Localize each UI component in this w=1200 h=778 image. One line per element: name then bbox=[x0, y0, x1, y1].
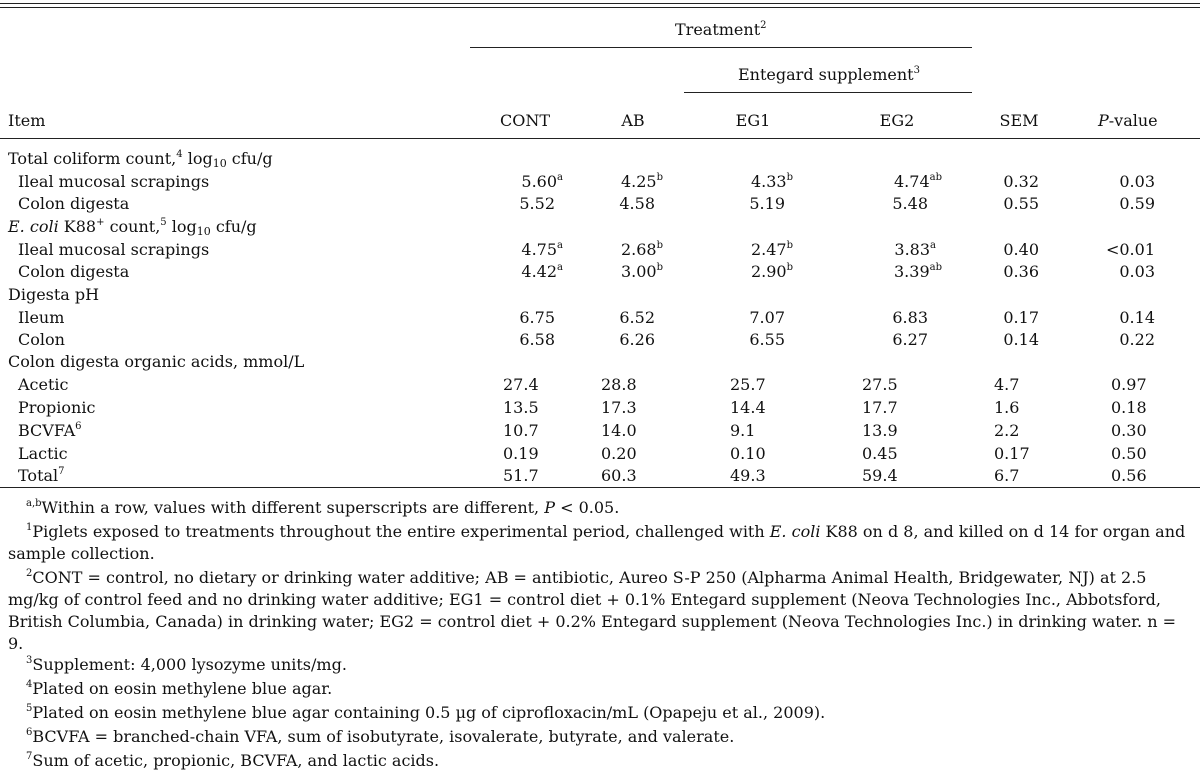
cell-value: 0.03 bbox=[1119, 262, 1155, 281]
row-label-text: Lactic bbox=[18, 444, 68, 463]
footnote-2: $^2$CONT = control, no dietary or drinking water additive; AB = antibiotic, Aureo S-P 250 (Alpharma Animal Health, Bridgewater, NJ) at 2.5 mg/kg of control feed and no drinking water additive; EG1 = control diet + 0.1% Entegard supplement (Neova Technologies Inc., Abbotsford, British Columbia, Canada) in drinking water; EG2 = control diet + 0.2% Entegard supplement (Neova Technologies Inc.) in drinking water. n = 9. bbox=[8, 568, 1176, 653]
section-ecoli: E. coli K88+ count,$^5$ $\log_{10} cfu/g$ bbox=[8, 217, 257, 238]
row-label-sup: 6 bbox=[75, 421, 82, 432]
cell-eg2 bbox=[862, 421, 898, 441]
cell-value: 7.07 bbox=[749, 308, 785, 327]
cell-eg1 bbox=[751, 240, 793, 260]
row-label-text: Colon digesta bbox=[18, 262, 130, 281]
row-label-text: Propionic bbox=[18, 398, 96, 417]
cell-value: 6.58 bbox=[519, 330, 555, 349]
bottom-rule bbox=[0, 487, 1200, 488]
cell-value: 60.3 bbox=[601, 466, 637, 485]
cell-value: 27.5 bbox=[862, 375, 898, 394]
cell-eg1 bbox=[749, 194, 785, 214]
cell-cont bbox=[521, 262, 563, 282]
footnote-ab: $^{a,b}$Within a row, values with different superscripts are different, P < 0.05. bbox=[26, 498, 620, 517]
entegard-rule bbox=[684, 92, 972, 93]
footnote-5: $^5$Plated on eosin methylene blue agar containing 0.5 µg of ciprofloxacin/mL (Opapeju et al., 2009). bbox=[26, 703, 826, 722]
cell-cont bbox=[503, 466, 539, 486]
cell-value: 0.14 bbox=[1003, 330, 1039, 349]
row-label-text: Colon bbox=[18, 330, 65, 349]
cell-value: 6.27 bbox=[892, 330, 928, 349]
cell-ab bbox=[601, 398, 637, 418]
cell-superscript: ab bbox=[929, 262, 942, 273]
cell-value: 2.47 bbox=[750, 240, 787, 259]
cell-eg1 bbox=[749, 308, 785, 328]
row-label-text: Ileum bbox=[18, 308, 65, 327]
top-rule-1 bbox=[0, 3, 1200, 4]
cell-cont bbox=[519, 330, 555, 350]
row-label bbox=[18, 194, 129, 214]
cell-value: 14.0 bbox=[601, 421, 637, 440]
cell-value: 0.19 bbox=[503, 444, 539, 463]
top-rule-2 bbox=[0, 7, 1200, 8]
row-label-sup: 7 bbox=[58, 466, 65, 477]
footnote-6: $^6$BCVFA = branched-chain VFA, sum of isobutyrate, isovalerate, butyrate, and valerate. bbox=[26, 727, 735, 746]
cell-value: 0.30 bbox=[1111, 421, 1147, 440]
cell-eg1 bbox=[751, 172, 793, 192]
row-label bbox=[18, 375, 69, 395]
cell-eg1 bbox=[749, 330, 785, 350]
row-label bbox=[18, 172, 209, 192]
cell-superscript: b bbox=[656, 172, 663, 183]
cell-value: 5.60 bbox=[521, 172, 558, 191]
cell-superscript: ab bbox=[929, 172, 942, 183]
row-label bbox=[18, 466, 65, 486]
cell-sem bbox=[994, 421, 1019, 441]
row-label-text: Colon digesta bbox=[18, 194, 130, 213]
cell-superscript: a bbox=[930, 240, 936, 251]
cell-value: 0.10 bbox=[730, 444, 766, 463]
cell-value: 2.68 bbox=[620, 240, 657, 259]
cell-eg2 bbox=[894, 262, 942, 282]
cell-value: 4.33 bbox=[750, 172, 787, 191]
cell-value: 0.32 bbox=[1003, 172, 1039, 191]
item-header: Item bbox=[8, 111, 46, 130]
cell-eg1 bbox=[751, 262, 793, 282]
cell-value: 3.39 bbox=[894, 262, 930, 281]
cell-ab bbox=[619, 330, 655, 350]
cell-value: 13.9 bbox=[862, 421, 898, 440]
cell-value: 0.97 bbox=[1111, 375, 1147, 394]
header-rule bbox=[0, 138, 1200, 139]
cell-eg2 bbox=[862, 398, 898, 418]
cell-cont bbox=[521, 172, 563, 192]
section-acids: Colon digesta organic acids, mmol/L bbox=[8, 352, 305, 371]
cell-ab bbox=[621, 240, 663, 260]
entegard-header: Entegard supplement$^3$ bbox=[738, 65, 920, 84]
cell-sem bbox=[994, 466, 1019, 486]
cell-cont bbox=[503, 444, 539, 464]
row-label-text: Total bbox=[18, 466, 59, 485]
cell-eg2 bbox=[892, 308, 928, 328]
row-label bbox=[18, 444, 68, 464]
cell-eg1 bbox=[730, 398, 766, 418]
cell-sem bbox=[994, 375, 1019, 395]
section-coliform: Total coliform count,$^4$ $\log_{10} cfu/g$ bbox=[8, 149, 273, 170]
cell-value: 6.55 bbox=[749, 330, 785, 349]
cell-cont bbox=[519, 308, 555, 328]
cell-eg1 bbox=[730, 375, 766, 395]
footnote-3: $^3$Supplement: 4,000 lysozyme units/mg. bbox=[26, 655, 347, 674]
cell-pvalue bbox=[1111, 375, 1147, 395]
cell-pvalue bbox=[1106, 240, 1155, 260]
treatment-header: Treatment$^2$ bbox=[675, 20, 767, 39]
cell-pvalue bbox=[1111, 466, 1147, 486]
cell-superscript: a bbox=[557, 172, 563, 183]
cell-value: 4.42 bbox=[521, 262, 558, 281]
row-label-text: BCVFA bbox=[18, 421, 76, 440]
cell-value: 1.6 bbox=[994, 398, 1020, 417]
cell-value: 6.75 bbox=[519, 308, 555, 327]
cell-value: 5.52 bbox=[519, 194, 555, 213]
cell-value: 0.03 bbox=[1119, 172, 1155, 191]
cell-eg2 bbox=[892, 330, 928, 350]
cell-ab bbox=[601, 421, 637, 441]
cell-value: 2.2 bbox=[994, 421, 1020, 440]
cell-sem bbox=[1003, 308, 1039, 328]
cell-pvalue bbox=[1119, 194, 1155, 214]
cell-value: 59.4 bbox=[862, 466, 898, 485]
cell-superscript: b bbox=[786, 172, 793, 183]
cell-value: 25.7 bbox=[730, 375, 766, 394]
row-label-text: Acetic bbox=[18, 375, 69, 394]
cell-value: 0.50 bbox=[1111, 444, 1147, 463]
col-header-pvalue: P-value bbox=[1098, 111, 1158, 130]
cell-ab bbox=[621, 262, 663, 282]
cell-value: 0.17 bbox=[994, 444, 1030, 463]
cell-value: 0.22 bbox=[1119, 330, 1155, 349]
cell-value: 3.83 bbox=[894, 240, 931, 259]
row-label bbox=[18, 330, 65, 350]
cell-value: 14.4 bbox=[730, 398, 766, 417]
cell-pvalue bbox=[1119, 262, 1155, 282]
cell-value: 0.56 bbox=[1111, 466, 1147, 485]
cell-cont bbox=[503, 421, 539, 441]
cell-value: 27.4 bbox=[503, 375, 539, 394]
cell-sem bbox=[994, 398, 1019, 418]
cell-ab bbox=[621, 172, 663, 192]
cell-superscript: b bbox=[656, 240, 663, 251]
cell-sem bbox=[1003, 172, 1039, 192]
cell-value: 4.75 bbox=[521, 240, 558, 259]
cell-pvalue bbox=[1119, 330, 1155, 350]
cell-pvalue bbox=[1119, 308, 1155, 328]
cell-value: 0.20 bbox=[601, 444, 637, 463]
cell-eg2 bbox=[862, 444, 898, 464]
row-label bbox=[18, 240, 209, 260]
cell-value: 0.17 bbox=[1003, 308, 1039, 327]
cell-value: 0.18 bbox=[1111, 398, 1147, 417]
cell-sem bbox=[1003, 194, 1039, 214]
cell-value: 6.52 bbox=[619, 308, 655, 327]
row-label bbox=[18, 262, 129, 282]
cell-pvalue bbox=[1119, 172, 1155, 192]
cell-superscript: b bbox=[656, 262, 663, 273]
cell-pvalue bbox=[1111, 421, 1147, 441]
cell-value: 49.3 bbox=[730, 466, 766, 485]
cell-eg1 bbox=[730, 421, 755, 441]
cell-value: 4.25 bbox=[620, 172, 657, 191]
cell-value: 5.48 bbox=[892, 194, 928, 213]
cell-value: 2.90 bbox=[750, 262, 787, 281]
col-header-cont: CONT bbox=[499, 111, 551, 130]
cell-value: 28.8 bbox=[601, 375, 637, 394]
cell-pvalue bbox=[1111, 444, 1147, 464]
cell-value: 0.45 bbox=[862, 444, 898, 463]
col-header-ab: AB bbox=[621, 111, 645, 130]
footnote-4: $^4$Plated on eosin methylene blue agar. bbox=[26, 679, 333, 698]
cell-value: 3.00 bbox=[620, 262, 657, 281]
cell-eg1 bbox=[730, 444, 766, 464]
cell-superscript: a bbox=[557, 240, 563, 251]
cell-value: 0.55 bbox=[1003, 194, 1039, 213]
cell-cont bbox=[519, 194, 555, 214]
cell-ab bbox=[619, 308, 655, 328]
cell-value: 51.7 bbox=[503, 466, 539, 485]
section-ph: Digesta pH bbox=[8, 285, 100, 304]
row-label bbox=[18, 421, 82, 441]
cell-eg2 bbox=[894, 172, 942, 192]
cell-value: 17.7 bbox=[862, 398, 898, 417]
col-header-sem: SEM bbox=[999, 111, 1039, 130]
cell-ab bbox=[601, 375, 637, 395]
cell-value: 13.5 bbox=[503, 398, 539, 417]
cell-value: 0.59 bbox=[1119, 194, 1155, 213]
col-header-eg1: EG1 bbox=[735, 111, 771, 130]
cell-value: 10.7 bbox=[503, 421, 539, 440]
cell-ab bbox=[601, 444, 637, 464]
cell-superscript: a bbox=[557, 262, 563, 273]
treatment-rule bbox=[470, 47, 972, 48]
cell-eg1 bbox=[730, 466, 766, 486]
row-label-text: Ileal mucosal scrapings bbox=[18, 240, 210, 259]
row-label bbox=[18, 398, 95, 418]
cell-value: <0.01 bbox=[1105, 240, 1155, 259]
cell-value: 4.7 bbox=[994, 375, 1020, 394]
cell-ab bbox=[619, 194, 655, 214]
cell-sem bbox=[1003, 240, 1039, 260]
row-label-text: Ileal mucosal scrapings bbox=[18, 172, 210, 191]
cell-value: 0.14 bbox=[1119, 308, 1155, 327]
cell-eg2 bbox=[894, 240, 936, 260]
cell-eg2 bbox=[892, 194, 928, 214]
cell-value: 17.3 bbox=[601, 398, 637, 417]
cell-value: 4.58 bbox=[619, 194, 655, 213]
cell-eg2 bbox=[862, 375, 898, 395]
cell-cont bbox=[503, 375, 539, 395]
cell-ab bbox=[601, 466, 637, 486]
cell-value: 6.83 bbox=[892, 308, 928, 327]
cell-cont bbox=[503, 398, 539, 418]
cell-value: 4.74 bbox=[894, 172, 930, 191]
cell-cont bbox=[521, 240, 563, 260]
cell-sem bbox=[1003, 330, 1039, 350]
cell-eg2 bbox=[862, 466, 898, 486]
cell-value: 6.7 bbox=[994, 466, 1020, 485]
row-label bbox=[18, 308, 64, 328]
cell-value: 0.40 bbox=[1003, 240, 1039, 259]
cell-superscript: b bbox=[786, 240, 793, 251]
cell-sem bbox=[1003, 262, 1039, 282]
cell-sem bbox=[994, 444, 1030, 464]
col-header-eg2: EG2 bbox=[879, 111, 915, 130]
cell-value: 5.19 bbox=[749, 194, 785, 213]
footnote-7: $^7$Sum of acetic, propionic, BCVFA, and lactic acids. bbox=[26, 751, 440, 770]
cell-value: 6.26 bbox=[619, 330, 655, 349]
cell-value: 0.36 bbox=[1003, 262, 1039, 281]
cell-value: 9.1 bbox=[730, 421, 756, 440]
footnote-1: $^1$Piglets exposed to treatments throughout the entire experimental period, challenged with E. coli K88 on d 8, and killed on d 14 for organ and sample collection. bbox=[8, 522, 1186, 563]
cell-pvalue bbox=[1111, 398, 1147, 418]
cell-superscript: b bbox=[786, 262, 793, 273]
